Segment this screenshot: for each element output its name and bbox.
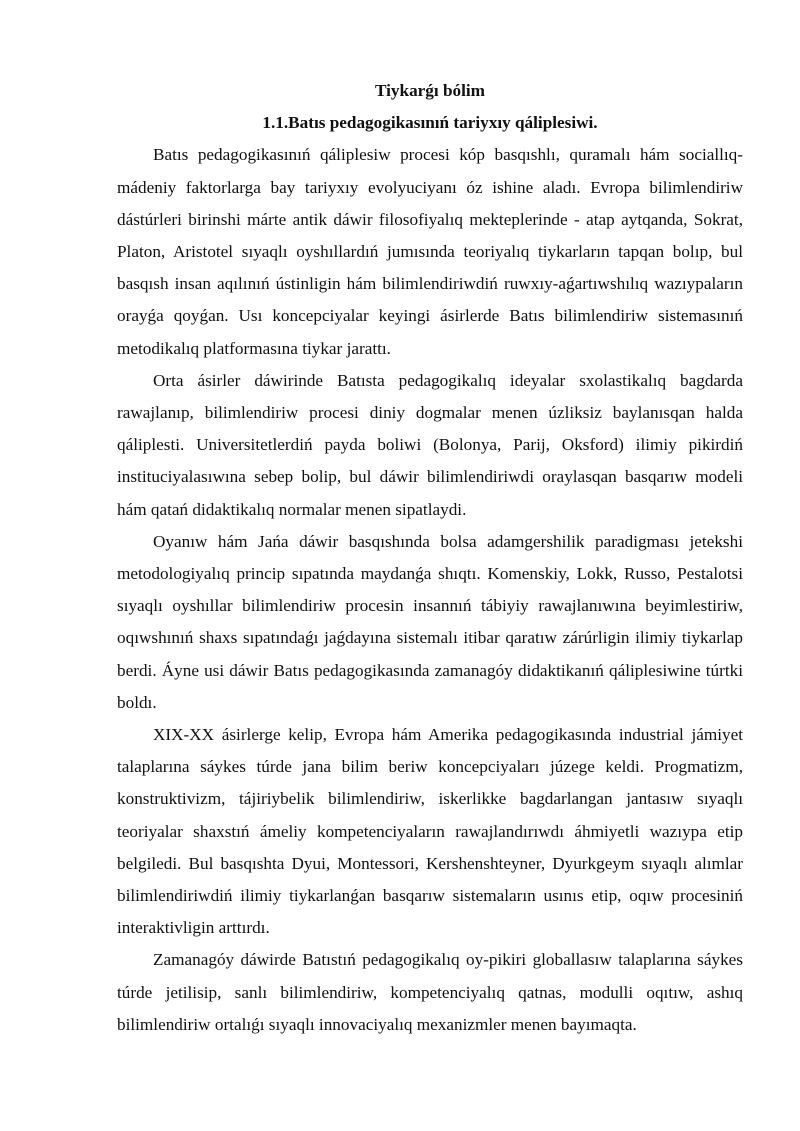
paragraph-3: Oyanıw hám Jańa dáwir basqıshında bolsa adamgershilik paradigması jetekshi metodologiyalıq princip sıpatında maydanǵa shıqtı. Komenskiy, Lokk, Russo, Pestalotsi sıyaqlı oyshıllar bilimlendiriw procesin insannıń tábiyiy rawajlanıwına beyimlestiriw, oqıwshınıń shaxs sıpatındaǵı jaǵdayına sistemalı itibar qaratıw zárúrligin ilimiy tiykarlap berdi. Áyne usi dáwir Batıs pedagogikasında zamanagóy didaktikanıń qáliplesiwine túrtki boldı.: [117, 531, 743, 712]
paragraph-4: XIX-XX ásirlerge kelip, Evropa hám Amerika pedagogikasında industrial jámiyet talaplarına sáykes túrde jana bilim beriw koncepciyaları júzege keldi. Progmatizm, konstruktivizm, tájiriybelik bilimlendiriw, iskerlikke bagdarlangan jantasıw sıyaqlı teoriyalar shaxstıń ámeliy kompetenciyaların rawajlandırıwdı áhmiyetli wazıypa etip belgiledi. Bul basqıshta Dyui, Montessori, Kershenshteyner, Dyurkgeym sıyaqlı alımlar bilimlendiriwdiń ilimiy tiykarlanǵan basqarıw sistemaların usınıs etip, oqıw procesiniń interaktivligin arttırdı.: [117, 725, 743, 938]
paragraph-2: Orta ásirler dáwirinde Batısta pedagogikalıq ideyalar sxolastikalıq bagdarda rawajlanıp, bilimlendiriw procesi diniy dogmalar menen úzliksiz baylanısqan halda qáliplesti. Universitetlerdiń payda boliwi (Bolonya, Parij, Oksford) ilimiy pikirdiń instituciyalasıwına sebep bolip, bul dáwir bilimlendiriwdi oraylasqan basqarıw modeli hám qatań didaktikalıq normalar menen sipatlaydi.: [117, 370, 743, 519]
paragraph-1: Batıs pedagogikasınıń qáliplesiw procesi kóp basqıshlı, quramalı hám sociallıq-mádeniy faktorlarga bay tariyxıy evolyuciyanı óz ishine aladı. Evropa bilimlendiriw dástúrleri birinshi márte antik dáwir filosofiyalıq mekteplerinde - atap aytqanda, Sokrat, Platon, Aristotel sıyaqlı oyshıllardıń jumısında teoriyalıq tiykarların tapqan bolıp, bul basqısh insan aqılınıń ústinligin hám bilimlendiriwdiń ruwxıy-aǵartıwshılıq wazıypaların orayǵa qoyǵan. Usı koncepciyalar keyingi ásirlerde Batıs bilimlendiriw sistemasınıń metodikalıq platformasına tiykar jarattı.: [117, 145, 743, 358]
paragraph-5: Zamanagóy dáwirde Batıstıń pedagogikalıq oy-pikiri globallasıw talaplarına sáykes túrde jetilisip, sanlı bilimlendiriw, kompetenciyalıq qatnas, modulli oqıtıw, ashıq bilimlendiriw ortalıǵı sıyaqlı innovaciyalıq mexanizmler menen bayımaqta.: [117, 950, 743, 1034]
subsection-title: 1.1.Batıs pedagogikasınıń tariyxıy qáliplesiwi.: [262, 113, 598, 133]
section-title: Tiykarǵı bólim: [375, 81, 485, 100]
document-page: [117, 75, 743, 1041]
